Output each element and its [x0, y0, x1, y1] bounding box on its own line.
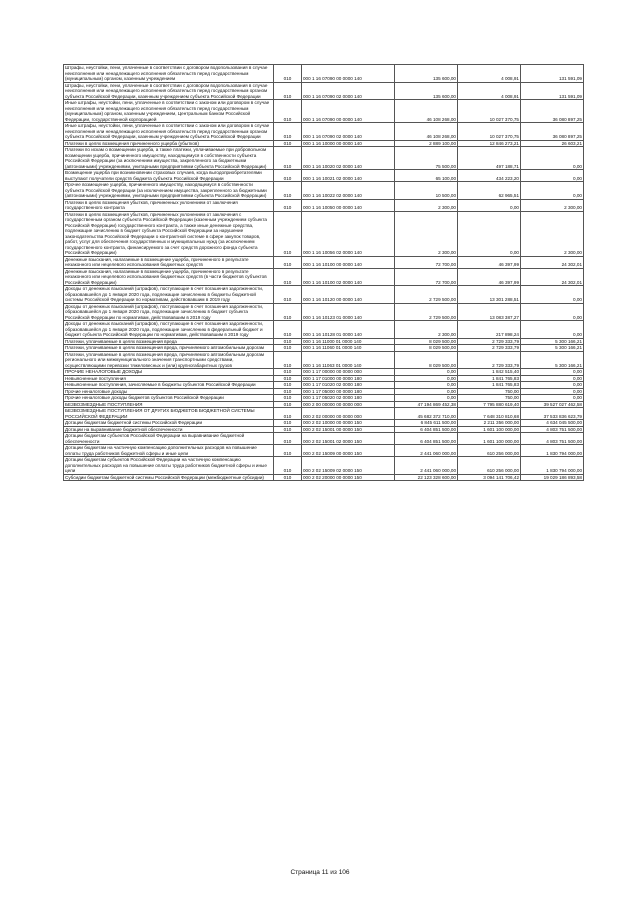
row-code-cell: 010 [274, 474, 302, 481]
row-kbk-cell: 000 1 16 11063 01 0000 140 [302, 351, 395, 369]
row-name-cell: Платежи по искам о возмещении ущерба, а также платежи, уплачиваемые при добровольном возмещении ущерба, причиненного имуществу, находящемуся в собственности субъекта Российской Федерации (за исключением имущества, закрепленного за бюджетными (автономными) учреждениями, унитарными предприятиями субъекта Российской Федерации) [64, 147, 274, 170]
row-rest-cell: 0,00 [521, 321, 584, 339]
row-exec-cell: 750,00 [458, 388, 521, 395]
row-exec-cell: 0,00 [458, 199, 521, 211]
row-name-cell: Субсидии бюджетам бюджетной системы Российской Федерации (межбюджетные субсидии) [64, 474, 274, 481]
row-exec-cell: 13 083 387,27 [458, 303, 521, 321]
row-name-cell: Денежные взыскания, налагаемые в возмещение ущерба, причиненного в результате незаконного или нецелевого использования бюджетных средств (в части бюджетов субъектов Российской Федерации) [64, 268, 274, 286]
row-rest-cell: 4 803 751 500,00 [521, 426, 584, 433]
row-name-cell: Платежи в целях возмещения убытков, причиненных уклонением от заключения государственного контракта [64, 199, 274, 211]
row-name-cell: Денежные взыскания, налагаемые в возмещение ущерба, причиненного в результате незаконного или нецелевого использования бюджетных средств [64, 256, 274, 268]
row-code-cell: 010 [274, 147, 302, 170]
row-rest-cell: 36 080 897,25 [521, 123, 584, 141]
row-plan-cell: 6 404 851 500,00 [395, 426, 458, 433]
row-rest-cell: 4 803 751 500,00 [521, 433, 584, 445]
row-rest-cell: 0,00 [521, 388, 584, 395]
row-code-cell: 010 [274, 382, 302, 389]
row-kbk-cell: 000 2 02 15001 00 0000 150 [302, 426, 395, 433]
table-row [64, 211, 584, 256]
row-code-cell: 010 [274, 338, 302, 345]
row-code-cell: 010 [274, 426, 302, 433]
row-exec-cell: 2 211 356 000,00 [458, 420, 521, 427]
row-name-cell: Платежи в целях возмещения убытков, причиненных уклонением от заключения с государственным органом субъекта Российской Федерации (казенным учреждением субъекта Российской Федерации) государственного контракта, а также иные денежные средства, подлежащие зачислению в бюджет субъекта Российской Федерации за нарушение законодательства Российской Федерации о контрактной системе в сфере закупок товаров, работ, услуг для обеспечения государственных и муниципальных нужд (за исключением государственного контракта, финансируемого за счет средств дорожного фонда субъекта Российской Федерации) [64, 211, 274, 256]
row-rest-cell: 36 080 897,25 [521, 100, 584, 123]
row-rest-cell: 0,00 [521, 303, 584, 321]
table-row [64, 82, 584, 100]
table-row [64, 256, 584, 268]
row-rest-cell: 5 300 166,21 [521, 345, 584, 352]
row-plan-cell: 46 108 268,00 [395, 123, 458, 141]
row-code-cell: 010 [274, 170, 302, 182]
row-kbk-cell: 000 1 16 07090 02 0000 140 [302, 82, 395, 100]
table-row [64, 286, 584, 304]
row-plan-cell: 47 194 869 452,38 [395, 401, 458, 408]
row-code-cell: 010 [274, 182, 302, 200]
row-plan-cell: 10 500,00 [395, 182, 458, 200]
row-kbk-cell: 000 1 17 05020 02 0000 180 [302, 395, 395, 402]
row-code-cell: 010 [274, 211, 302, 256]
row-rest-cell: 1 830 794 000,00 [521, 445, 584, 457]
row-rest-cell: 39 527 027 462,58 [521, 401, 584, 408]
row-name-cell: Дотации на выравнивание бюджетной обеспеченности [64, 426, 274, 433]
row-name-cell: Дотации бюджетам субъектов Российской Федерации на выравнивание бюджетной обеспеченности [64, 433, 274, 445]
row-name-cell: Невыясненные поступления [64, 375, 274, 382]
row-name-cell: Платежи, уплачиваемые в целях возмещения вреда [64, 338, 274, 345]
row-kbk-cell: 000 2 00 00000 00 0000 000 [302, 401, 395, 408]
row-name-cell: Штрафы, неустойки, пени, уплаченные в соответствии с договором водопользования в случае неисполнения или ненадлежащего исполнения обязательств перед государственным (муниципальным) органом, казенным учреждением [64, 65, 274, 83]
row-kbk-cell: 000 1 16 10100 02 0000 140 [302, 268, 395, 286]
row-kbk-cell: 000 1 16 10022 02 0000 140 [302, 182, 395, 200]
row-code-cell: 010 [274, 401, 302, 408]
row-kbk-cell: 000 2 02 00000 00 0000 000 [302, 408, 395, 420]
row-plan-cell: 46 108 268,00 [395, 100, 458, 123]
row-exec-cell: 2 729 333,79 [458, 345, 521, 352]
row-name-cell: Платежи, уплачиваемые в целях возмещения вреда, причиняемого автомобильным дорогам регионального или межмуниципального значения транспортными средствами, осуществляющими перевозки тяжеловесных и (или) крупногабаритных грузов [64, 351, 274, 369]
row-exec-cell: 4 008,91 [458, 82, 521, 100]
table-row [64, 420, 584, 427]
row-plan-cell: 0,00 [395, 369, 458, 376]
row-kbk-cell: 000 1 16 07090 00 0000 140 [302, 65, 395, 83]
row-exec-cell: 1 601 100 000,00 [458, 426, 521, 433]
table-row [64, 408, 584, 420]
row-rest-cell: 0,00 [521, 147, 584, 170]
row-plan-cell: 45 682 372 710,00 [395, 408, 458, 420]
table-row [64, 147, 584, 170]
row-code-cell: 010 [274, 420, 302, 427]
row-kbk-cell: 000 1 16 10020 02 0000 140 [302, 147, 395, 170]
row-kbk-cell: 000 1 16 10120 00 0000 140 [302, 286, 395, 304]
row-plan-cell: 22 123 328 600,00 [395, 474, 458, 481]
row-code-cell: 010 [274, 388, 302, 395]
row-plan-cell: 65 100,00 [395, 170, 458, 182]
row-code-cell: 010 [274, 369, 302, 376]
table-row [64, 457, 584, 475]
table-row [64, 303, 584, 321]
row-plan-cell: 2 300,00 [395, 321, 458, 339]
row-plan-cell: 72 700,00 [395, 256, 458, 268]
row-kbk-cell: 000 1 17 05000 00 0000 180 [302, 388, 395, 395]
row-exec-cell: 610 256 000,00 [458, 457, 521, 475]
table-row [64, 474, 584, 481]
row-exec-cell: 13 301 288,51 [458, 286, 521, 304]
row-rest-cell: 0,00 [521, 170, 584, 182]
table-row [64, 268, 584, 286]
row-name-cell: БЕЗВОЗМЕЗДНЫЕ ПОСТУПЛЕНИЯ [64, 401, 274, 408]
page-footer: Страница 11 из 106 [290, 869, 350, 876]
row-plan-cell: 135 600,00 [395, 82, 458, 100]
table-row [64, 382, 584, 389]
row-name-cell: Дотации бюджетам субъектов Российской Федерации на частичную компенсацию дополнительных расходов на повышение оплаты труда работников бюджетной сферы и иные цели [64, 457, 274, 475]
table-row [64, 369, 584, 376]
row-rest-cell: 0,00 [521, 286, 584, 304]
row-kbk-cell: 000 1 16 10056 02 0000 140 [302, 211, 395, 256]
row-code-cell: 010 [274, 375, 302, 382]
row-kbk-cell: 000 1 16 10050 00 0000 140 [302, 199, 395, 211]
row-exec-cell: 46 397,99 [458, 268, 521, 286]
row-kbk-cell: 000 2 02 15001 02 0000 150 [302, 433, 395, 445]
row-rest-cell: 37 533 836 623,79 [521, 408, 584, 420]
row-plan-cell: 6 845 611 500,00 [395, 420, 458, 427]
row-name-cell: Иные штрафы, неустойки, пени, уплаченные в соответствии с законом или договором в случае неисполнения или ненадлежащего исполнения обязательств перед государственным органом субъекта Российской Федерации, казенным учреждением субъекта Российской Федерации [64, 123, 274, 141]
row-code-cell: 010 [274, 408, 302, 420]
row-exec-cell: 217 898,24 [458, 321, 521, 339]
row-rest-cell: 26 603,21 [521, 140, 584, 147]
row-code-cell: 010 [274, 445, 302, 457]
row-code-cell: 010 [274, 256, 302, 268]
row-kbk-cell: 000 1 16 10000 00 0000 140 [302, 140, 395, 147]
row-exec-cell: 1 841 765,83 [458, 382, 521, 389]
table-row [64, 321, 584, 339]
row-plan-cell: 8 029 500,00 [395, 351, 458, 369]
row-plan-cell: 2 300,00 [395, 199, 458, 211]
row-plan-cell: 2 441 060 000,00 [395, 445, 458, 457]
row-plan-cell: 75 500,00 [395, 147, 458, 170]
row-code-cell: 010 [274, 140, 302, 147]
table-row [64, 433, 584, 445]
row-code-cell: 010 [274, 321, 302, 339]
row-name-cell: Доходы от денежных взысканий (штрафов), поступающие в счет погашения задолженности, образовавшейся до 1 января 2020 года, подлежащие зачислению в федеральный бюджет и бюджет субъекта Российской Федерации по нормативам, действовавшим в 2019 году [64, 321, 274, 339]
row-name-cell: Возмещение ущерба при возникновении страховых случаев, когда выгодоприобретателями выступают получатели средств бюджета субъекта Российской Федерации [64, 170, 274, 182]
row-kbk-cell: 000 1 17 01020 02 0000 180 [302, 382, 395, 389]
row-code-cell: 010 [274, 345, 302, 352]
row-name-cell: Доходы от денежных взысканий (штрафов), поступающие в счет погашения задолженности, образовавшейся до 1 января 2020 года, подлежащие зачислению в бюджеты бюджетной системы Российской Федерации по нормативам, действовавшим в 2019 году [64, 286, 274, 304]
row-rest-cell: 1 830 794 000,00 [521, 457, 584, 475]
row-kbk-cell: 000 1 16 10128 01 0000 140 [302, 321, 395, 339]
row-code-cell: 010 [274, 82, 302, 100]
row-exec-cell: 1 841 765,83 [458, 375, 521, 382]
row-plan-cell: 2 441 060 000,00 [395, 457, 458, 475]
table-row [64, 123, 584, 141]
row-rest-cell: 0,00 [521, 382, 584, 389]
row-rest-cell: 0,00 [521, 395, 584, 402]
row-name-cell: БЕЗВОЗМЕЗДНЫЕ ПОСТУПЛЕНИЯ ОТ ДРУГИХ БЮДЖЕТОВ БЮДЖЕТНОЙ СИСТЕМЫ РОССИЙСКОЙ ФЕДЕРАЦИИ [64, 408, 274, 420]
row-kbk-cell: 000 1 16 10123 01 0000 140 [302, 303, 395, 321]
table-row [64, 345, 584, 352]
row-kbk-cell: 000 1 16 10021 02 0000 140 [302, 170, 395, 182]
row-code-cell: 010 [274, 303, 302, 321]
row-rest-cell: 4 634 045 500,00 [521, 420, 584, 427]
row-kbk-cell: 000 2 02 10000 00 0000 150 [302, 420, 395, 427]
row-code-cell: 010 [274, 199, 302, 211]
row-name-cell: Дотации бюджетам на частичную компенсацию дополнительных расходов на повышение оплаты труда работников бюджетной сферы и иные цели [64, 445, 274, 457]
row-exec-cell: 7 648 310 810,68 [458, 408, 521, 420]
row-kbk-cell: 000 2 02 15009 00 0000 150 [302, 445, 395, 457]
row-exec-cell: 7 795 880 619,40 [458, 401, 521, 408]
row-exec-cell: 750,00 [458, 395, 521, 402]
row-code-cell: 010 [274, 100, 302, 123]
row-code-cell: 010 [274, 65, 302, 83]
row-kbk-cell: 000 1 16 11060 01 0000 140 [302, 345, 395, 352]
row-rest-cell: 0,00 [521, 182, 584, 200]
table-row [64, 65, 584, 83]
row-kbk-cell: 000 1 16 10100 00 0000 140 [302, 256, 395, 268]
row-rest-cell: 131 591,09 [521, 65, 584, 83]
row-kbk-cell: 000 1 17 00000 00 0000 000 [302, 369, 395, 376]
report-table-body [64, 65, 584, 481]
row-exec-cell: 10 027 370,75 [458, 100, 521, 123]
table-row [64, 338, 584, 345]
row-name-cell: Платежи, уплачиваемые в целях возмещения вреда, причиняемого автомобильным дорогам [64, 345, 274, 352]
row-kbk-cell: 000 1 16 11000 01 0000 140 [302, 338, 395, 345]
row-exec-cell: 0,00 [458, 211, 521, 256]
row-kbk-cell: 000 1 16 07090 02 0000 140 [302, 123, 395, 141]
table-row [64, 199, 584, 211]
row-name-cell: Прочие неналоговые доходы бюджетов субъектов Российской Федерации [64, 395, 274, 402]
row-rest-cell: 5 300 166,21 [521, 351, 584, 369]
row-exec-cell: 62 965,51 [458, 182, 521, 200]
row-plan-cell: 0,00 [395, 388, 458, 395]
row-kbk-cell: 000 2 02 15009 02 0000 150 [302, 457, 395, 475]
row-rest-cell: 24 302,01 [521, 268, 584, 286]
row-plan-cell: 2 300,00 [395, 211, 458, 256]
row-rest-cell: 0,00 [521, 375, 584, 382]
row-exec-cell: 12 846 273,21 [458, 140, 521, 147]
row-name-cell: Штрафы, неустойки, пени, уплаченные в соответствии с договором водопользования в случае неисполнения или ненадлежащего исполнения обязательств перед государственным органом субъекта Российской Федерации, казенным учреждением субъекта Российской Федерации [64, 82, 274, 100]
row-plan-cell: 0,00 [395, 382, 458, 389]
row-code-cell: 010 [274, 433, 302, 445]
row-exec-cell: 1 842 515,40 [458, 369, 521, 376]
row-code-cell: 010 [274, 286, 302, 304]
row-rest-cell: 2 300,00 [521, 199, 584, 211]
row-exec-cell: 1 601 100 000,00 [458, 433, 521, 445]
row-name-cell: ПРОЧИЕ НЕНАЛОГОВЫЕ ДОХОДЫ [64, 369, 274, 376]
row-kbk-cell: 000 1 17 01000 00 0000 180 [302, 375, 395, 382]
row-name-cell: Прочее возмещение ущерба, причиненного имуществу, находящемуся в собственности субъекта Российской Федерации (за исключением имущества, закрепленного за бюджетными (автономными) учреждениями, унитарными предприятиями субъекта Российской Федерации) [64, 182, 274, 200]
row-exec-cell: 610 256 000,00 [458, 445, 521, 457]
row-name-cell: Иные штрафы, неустойки, пени, уплаченные в соответствии с законом или договором в случае неисполнения или ненадлежащего исполнения обязательств перед государственным (муниципальным) органом, казенным учреждением, Центральным банком Российской Федерации, государственной корпорацией [64, 100, 274, 123]
row-kbk-cell: 000 1 16 07090 00 0000 140 [302, 100, 395, 123]
row-name-cell: Дотации бюджетам бюджетной системы Российской Федерации [64, 420, 274, 427]
table-row [64, 140, 584, 147]
row-exec-cell: 2 729 333,79 [458, 351, 521, 369]
row-code-cell: 010 [274, 268, 302, 286]
table-row [64, 401, 584, 408]
row-rest-cell: 19 029 186 893,58 [521, 474, 584, 481]
row-exec-cell: 2 729 333,79 [458, 338, 521, 345]
table-row [64, 182, 584, 200]
row-name-cell: Прочие неналоговые доходы [64, 388, 274, 395]
row-plan-cell: 0,00 [395, 395, 458, 402]
row-rest-cell: 5 300 166,21 [521, 338, 584, 345]
row-plan-cell: 2 889 100,00 [395, 140, 458, 147]
row-rest-cell: 0,00 [521, 369, 584, 376]
row-plan-cell: 2 729 500,00 [395, 286, 458, 304]
row-name-cell: Платежи в целях возмещения причиненного ущерба (убытков) [64, 140, 274, 147]
row-code-cell: 010 [274, 457, 302, 475]
row-rest-cell: 24 302,01 [521, 256, 584, 268]
row-plan-cell: 2 729 500,00 [395, 303, 458, 321]
row-exec-cell: 46 397,99 [458, 256, 521, 268]
row-plan-cell: 8 029 500,00 [395, 338, 458, 345]
row-exec-cell: 434 223,20 [458, 170, 521, 182]
row-plan-cell: 72 700,00 [395, 268, 458, 286]
row-kbk-cell: 000 2 02 20000 00 0000 150 [302, 474, 395, 481]
table-row [64, 100, 584, 123]
row-exec-cell: 4 008,91 [458, 65, 521, 83]
row-rest-cell: 131 591,09 [521, 82, 584, 100]
row-code-cell: 010 [274, 395, 302, 402]
row-exec-cell: 10 027 370,75 [458, 123, 521, 141]
table-row [64, 351, 584, 369]
row-exec-cell: 497 188,71 [458, 147, 521, 170]
row-plan-cell: 135 600,00 [395, 65, 458, 83]
table-row [64, 445, 584, 457]
row-plan-cell: 6 404 851 500,00 [395, 433, 458, 445]
row-name-cell: Доходы от денежных взысканий (штрафов), поступающие в счет погашения задолженности, образовавшейся до 1 января 2020 года, подлежащие зачислению в бюджет субъекта Российской Федерации по нормативам, действовавшим в 2019 году [64, 303, 274, 321]
report-table [63, 64, 584, 481]
table-row [64, 395, 584, 402]
row-plan-cell: 8 029 500,00 [395, 345, 458, 352]
table-row [64, 170, 584, 182]
row-name-cell: Невыясненные поступления, зачисляемые в бюджеты субъектов Российской Федерации [64, 382, 274, 389]
row-code-cell: 010 [274, 123, 302, 141]
row-plan-cell: 0,00 [395, 375, 458, 382]
row-exec-cell: 3 094 141 706,42 [458, 474, 521, 481]
table-row [64, 426, 584, 433]
row-code-cell: 010 [274, 351, 302, 369]
row-rest-cell: 2 300,00 [521, 211, 584, 256]
